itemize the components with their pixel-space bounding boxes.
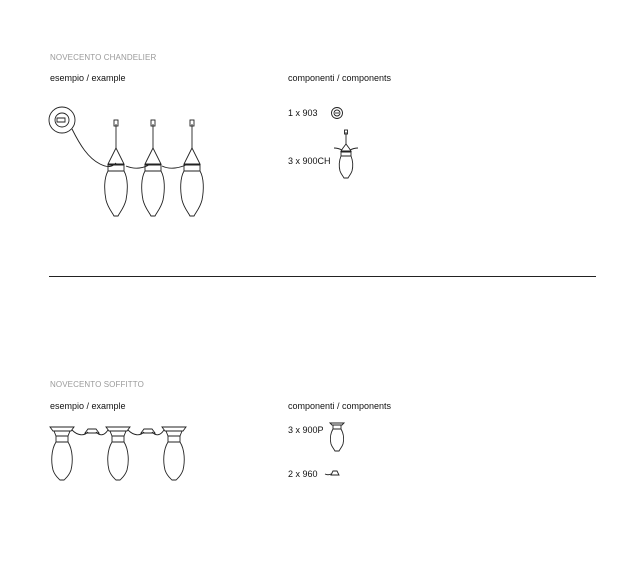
example-label-chandelier: esempio / example — [50, 73, 126, 83]
component-qty-900p: 3 x 900P — [288, 425, 324, 435]
components-label-soffitto: componenti / components — [288, 401, 392, 411]
ceiling-lamp-1 — [50, 427, 74, 480]
section-title-soffitto: NOVECENTO SOFFITTO — [50, 380, 144, 389]
components-label-chandelier: componenti / components — [288, 73, 392, 83]
component-qty-900ch: 3 x 900CH — [288, 156, 331, 166]
cable-clip-icon — [325, 468, 341, 478]
component-qty-903: 1 x 903 — [288, 108, 318, 118]
ceiling-lamp-2 — [106, 427, 130, 480]
example-label-soffitto: esempio / example — [50, 401, 126, 411]
component-qty-960: 2 x 960 — [288, 469, 318, 479]
ceiling-bulb-icon — [330, 422, 344, 452]
section-title-chandelier: NOVECENTO CHANDELIER — [50, 53, 157, 62]
ceiling-lamp-3 — [162, 427, 186, 480]
